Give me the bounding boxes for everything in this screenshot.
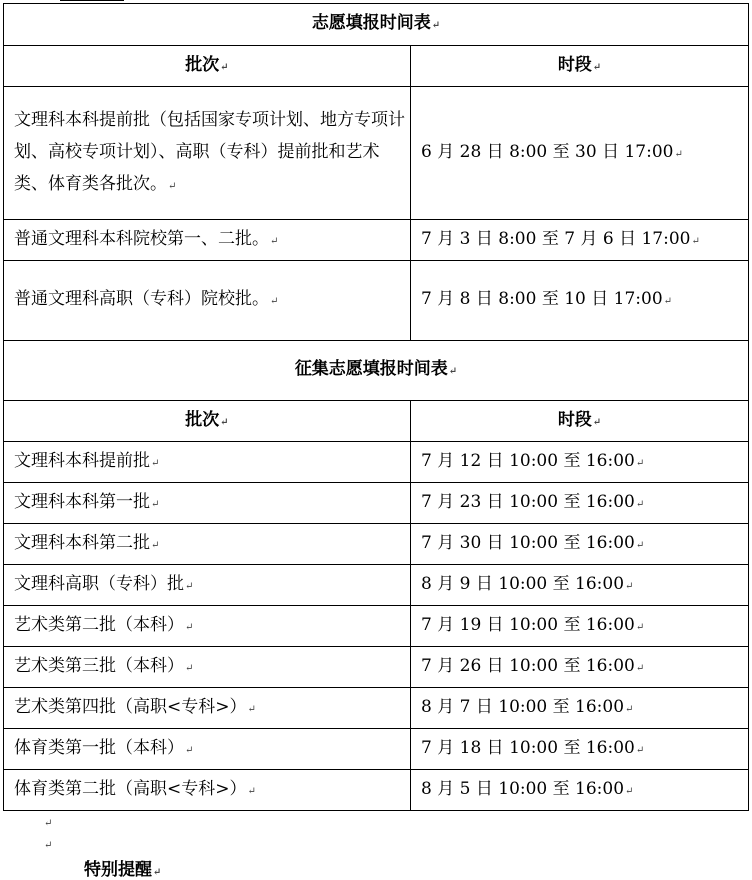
batch-cell: 体育类第二批（高职<专科>）↵: [4, 770, 411, 811]
period-cell: 7 月 3 日 8:00 至 7 月 6 日 17:00↵: [411, 220, 749, 261]
table-title: 征集志愿填报时间表↵: [4, 341, 749, 401]
table-row: [4, 606, 749, 647]
application-schedule-table: [3, 3, 749, 341]
table-row: [4, 647, 749, 688]
table-row: [4, 442, 749, 483]
period-cell: 7 月 30 日 10:00 至 16:00↵: [411, 524, 749, 565]
period-cell: 8 月 5 日 10:00 至 16:00↵: [411, 770, 749, 811]
table-title: 志愿填报时间表↵: [4, 4, 749, 46]
batch-cell: 艺术类第四批（高职<专科>）↵: [4, 688, 411, 729]
period-cell: 7 月 23 日 10:00 至 16:00↵: [411, 483, 749, 524]
batch-cell: 普通文理科高职（专科）院校批。↵: [4, 261, 411, 341]
table-row: [4, 87, 749, 220]
column-header-period: 时段↵: [411, 46, 749, 87]
table-row: [4, 729, 749, 770]
period-cell: 7 月 8 日 8:00 至 10 日 17:00↵: [411, 261, 749, 341]
table-row: [4, 770, 749, 811]
batch-cell: 艺术类第二批（本科）↵: [4, 606, 411, 647]
period-cell: 7 月 18 日 10:00 至 16:00↵: [411, 729, 749, 770]
special-reminder-heading: 特别提醒↵: [84, 860, 162, 880]
batch-cell: 文理科本科提前批↵: [4, 442, 411, 483]
period-cell: 7 月 19 日 10:00 至 16:00↵: [411, 606, 749, 647]
table-row: [4, 688, 749, 729]
table-row: [4, 220, 749, 261]
paragraph-mark: ↵: [44, 840, 53, 851]
column-header-batch: 批次↵: [4, 46, 411, 87]
table-row: [4, 565, 749, 606]
batch-cell: 文理科本科第二批↵: [4, 524, 411, 565]
batch-cell: 文理科本科第一批↵: [4, 483, 411, 524]
batch-cell: 艺术类第三批（本科）↵: [4, 647, 411, 688]
period-cell: 7 月 26 日 10:00 至 16:00↵: [411, 647, 749, 688]
supplementary-schedule-table: [3, 340, 749, 811]
period-cell: 7 月 12 日 10:00 至 16:00↵: [411, 442, 749, 483]
column-header-batch: 批次↵: [4, 401, 411, 442]
table-row: [4, 261, 749, 341]
batch-cell: 文理科本科提前批（包括国家专项计划、地方专项计划、高校专项计划）、高职（专科）提前批和艺术类、体育类各批次。↵: [4, 87, 411, 220]
column-header-period: 时段↵: [411, 401, 749, 442]
period-cell: 8 月 7 日 10:00 至 16:00↵: [411, 688, 749, 729]
period-cell: 6 月 28 日 8:00 至 30 日 17:00↵: [411, 87, 749, 220]
period-cell: 8 月 9 日 10:00 至 16:00↵: [411, 565, 749, 606]
table-row: [4, 483, 749, 524]
batch-cell: 体育类第一批（本科）↵: [4, 729, 411, 770]
paragraph-mark: ↵: [44, 818, 53, 829]
batch-cell: 文理科高职（专科）批↵: [4, 565, 411, 606]
batch-cell: 普通文理科本科院校第一、二批。↵: [4, 220, 411, 261]
table-row: [4, 524, 749, 565]
